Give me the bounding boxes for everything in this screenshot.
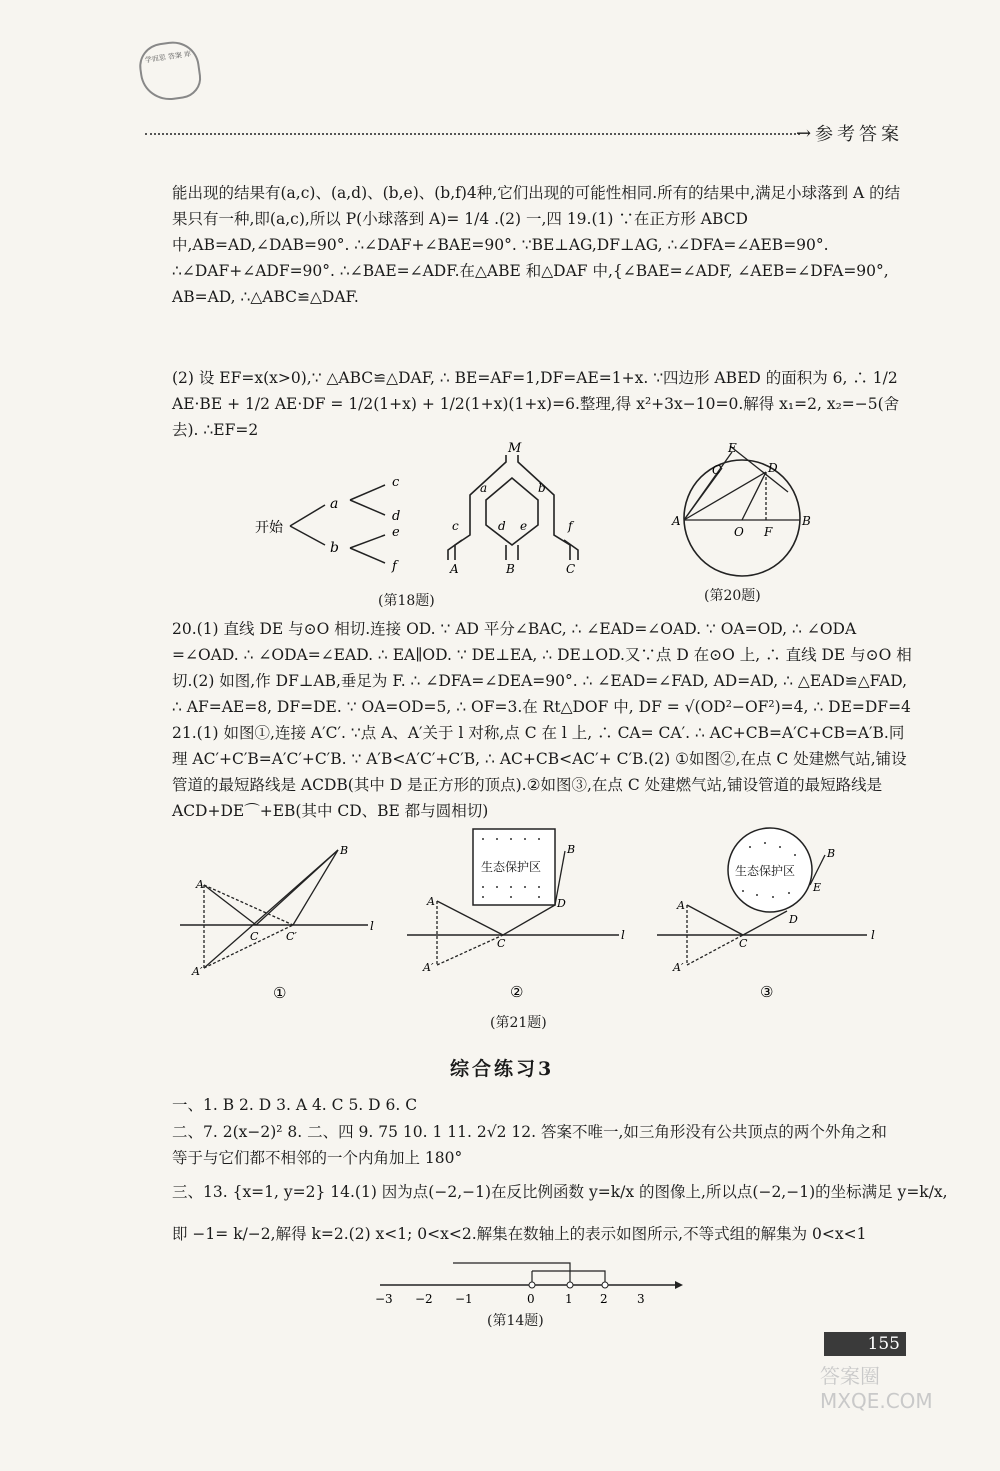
caption-fig21: (第21题) [490,1015,547,1031]
section-title: 综合练习3 [450,1058,555,1080]
svg-text:A′: A′ [423,961,434,974]
tick-m3: −3 [375,1292,393,1306]
maze-a: a [480,481,488,495]
c20-D: D [768,461,778,475]
fig21-num-1: ① [273,984,287,1000]
svg-text:B: B [340,844,349,857]
tree-e: e [392,525,400,540]
svg-text:C: C [497,937,506,950]
c20-A: A [672,514,681,528]
maze-m: M [508,441,522,456]
tick-0: 0 [527,1292,535,1306]
maze-C: C [566,562,576,575]
tree-diagram-18 [250,460,430,580]
tree-f: f [392,559,397,574]
svg-text:C: C [739,937,748,950]
stamp-logo: 学而思 答案 库 [136,38,203,104]
svg-text:A: A [677,899,685,912]
fig21-num-2: ② [510,983,524,1000]
svg-text:C: C [250,930,259,943]
figure-21-2 [405,825,635,1000]
circle-diagram-20 [670,440,820,585]
answers-line-2: 二、7. 2(x−2)² 8. 二、四 9. 75 10. 1 11. 2√2 12. 答案不唯一,如三角形没有公共顶点的两个外角之和 [172,1123,887,1141]
header-title: 参考答案 [815,124,903,145]
fig21-zone-2: 生态保护区 [481,860,542,874]
caption-fig14: (第14题) [487,1313,544,1329]
fig21-num-3: ③ [760,983,774,1000]
arrow-icon: → [796,123,812,144]
maze-diagram-18 [440,440,590,575]
figure-21-3 [655,825,885,1000]
svg-text:A′: A′ [673,961,684,974]
svg-text:B: B [567,843,576,856]
tick-m2: −2 [415,1292,433,1306]
svg-text:l: l [621,928,625,942]
answer-paragraph-19-2: (2) 设 EF=x(x>0),∵ △ABC≌△DAF, ∴ BE=AF=1,DF=AE=1+x. ∵四边形 ABED 的面积为 6, ∴ 1/2 AE·BE + 1/2 AE·DF = 1/2(1+x) + 1/2(1+x)(1+x)=6.整理,得 x²+3x−10=0.解得 x₁=2, x₂=−5(舍去). ∴EF=2 [172,369,900,439]
tick-3: 3 [637,1292,645,1306]
header-rule [145,133,800,135]
answer-paragraph-20-21: 20.(1) 直线 DE 与⊙O 相切.连接 OD. ∵ AD 平分∠BAC, ∴ ∠EAD=∠OAD. ∵ OA=OD, ∴ ∠ODA =∠OAD. ∴ ∠ODA=∠EAD. ∴ EA∥OD. ∵ DE⊥EA, ∴ DE⊥OD.又∵点 D 在⊙O 上, ∴ 直线 DE 与⊙O 相切.(2) 如图,作 DF⊥AB,垂足为 F. ∴ ∠DFA=∠DEA=90°. ∴ ∠EAD=∠FAD, AD=AD, ∴ △EAD≌△FAD, ∴ AF=AE=8, DF=DE. ∵ OA=OD=5, ∴ OF=3.在 Rt△DOF 中, DF = √(OD²−OF²)=4, ∴ DE=DF=4 21.(1) 如图①,连接 A′C′. ∵点 A、A′关于 l 对称,点 C 在 l 上, ∴ CA= CA′. ∴ AC+CB=A′C+CB=A′B.同理 AC′+C′B=A′C′+C′B. ∵ A′B<A′C′+C′B, ∴ AC+CB<AC′+ C′B.(2) ①如图②,在点 C 处建燃气站,铺设管道的最短路线是 ACDB(其中 D 是正方形的顶点).②如图③,在点 C 处建燃气站,铺设管道的最短路线是 ACD+DE⌒+EB(其中 CD、BE 都与圆相切) [172,620,912,820]
c20-C: C [712,463,722,477]
tick-1: 1 [565,1292,573,1306]
tree-start-label: 开始 [255,520,283,536]
svg-text:C′: C′ [286,930,297,943]
maze-e: e [520,519,528,533]
figure-21-1 [178,840,388,1000]
tree-b: b [330,540,339,556]
maze-b: b [538,481,546,495]
svg-text:A′: A′ [192,965,203,978]
svg-text:B: B [827,847,836,860]
maze-d: d [498,519,506,533]
maze-B: B [506,562,515,575]
svg-text:D: D [789,913,798,926]
tree-c: c [392,475,400,490]
svg-text:E: E [813,881,822,894]
caption-fig18: (第18题) [378,593,435,609]
svg-text:l: l [370,919,374,933]
answers-line-5: 即 −1= k/−2,解得 k=2.(2) x<1; 0<x<2.解集在数轴上的表示如图所示,不等式组的解集为 0<x<1 [172,1225,867,1243]
c20-F: F [764,525,773,539]
answers-line-4: 三、13. {x=1, y=2} 14.(1) 因为点(−2,−1)在反比例函数 y=k/x 的图像上,所以点(−2,−1)的坐标满足 y=k/x, [172,1183,948,1201]
tick-2: 2 [600,1292,608,1306]
number-line-14 [375,1255,685,1315]
maze-c: c [452,519,459,533]
caption-fig20: (第20题) [704,588,761,604]
c20-E: E [728,441,737,455]
answer-paragraph-18-19: 能出现的结果有(a,c)、(a,d)、(b,e)、(b,f)4种,它们出现的可能性相同.所有的结果中,满足小球落到 A 的结果只有一种,即(a,c),所以 P(小球落到 A)= 1/4 .(2) 一,四 19.(1) ∵在正方形 ABCD 中,AB=AD,∠DAB=90°. ∴∠DAF+∠BAE=90°. ∵BE⊥AG,DF⊥AG, ∴∠DFA=∠AEB=90°. ∴∠DAF+∠ADF=90°. ∴∠BAE=∠ADF.在△ABE 和△DAF 中,{∠BAE=∠ADF, ∠AEB=∠DFA=90°, AB=AD, ∴△ABC≌△DAF. [172,184,901,306]
fig21-zone-3: 生态保护区 [735,864,796,878]
svg-text:D: D [557,897,566,910]
tick-m1: −1 [455,1292,473,1306]
watermark-logo: 答案圈 MXQE.COM [820,1364,933,1413]
answers-line-3: 等于与它们都不相邻的一个内角加上 180° [172,1149,463,1167]
maze-A: A [450,562,459,575]
svg-text:A: A [427,895,435,908]
svg-text:l: l [871,928,875,942]
maze-f: f [568,519,573,533]
tree-a: a [330,496,339,512]
answers-line-1: 一、1. B 2. D 3. A 4. C 5. D 6. C [172,1096,418,1114]
page-number: 155 [824,1332,906,1356]
c20-O: O [734,525,744,539]
c20-B: B [802,514,811,528]
svg-text:A: A [196,878,204,891]
tree-d: d [392,509,401,524]
